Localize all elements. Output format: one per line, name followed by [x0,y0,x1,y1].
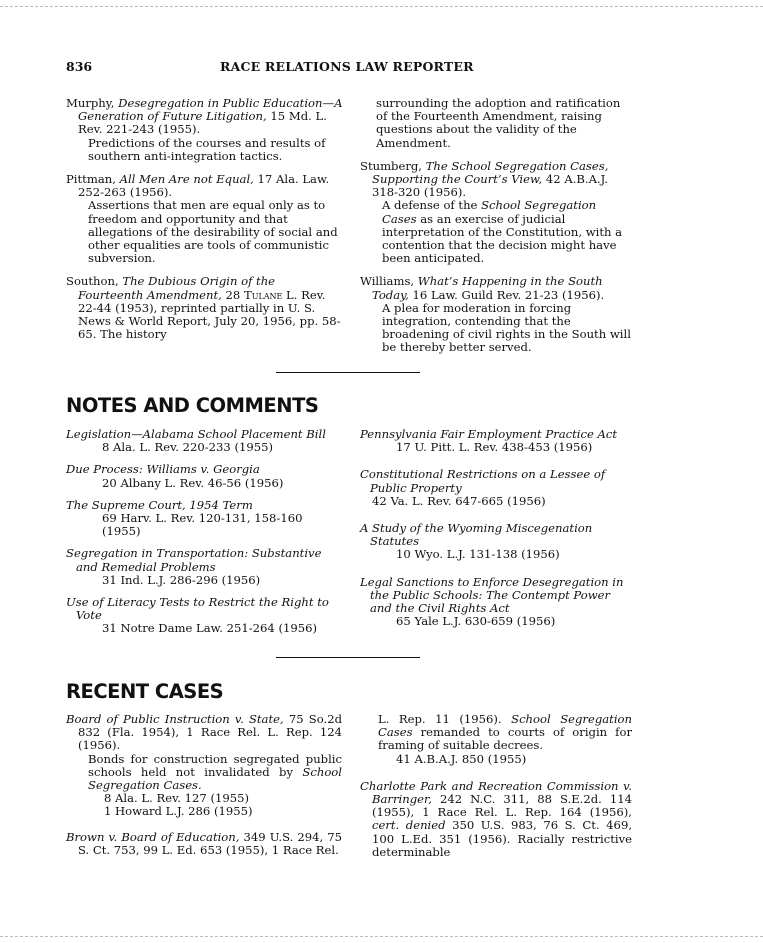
bib-continuation: surrounding the adoption and ratification of the Fourteenth Amendment, raising questions about the validity of the Amendment. [376,96,621,150]
bib-annotation: A plea for moderation in forcing integration, contending that the broadening of civil rights in the South will be thereby better served. [382,300,631,355]
note-item: A Study of the Wyoming Miscegenation Statutes 10 Wyo. L.J. 131-138 (1956) [360,521,593,562]
section-divider [276,657,420,658]
bib-entry-murphy: Murphy, Desegregation in Public Education—A Generation of Future Litigation, 15 Md. L. Rev. 221-243 (1955). Predictions of the courses and results of southern anti-integration tactics. [66,96,343,163]
bottom-scan-edge [0,936,763,937]
top-scan-edge [0,6,763,7]
case-continuation: L. Rep. 11 (1956). School Segregation Cases remanded to courts of origin for framing of suitable decrees. 41 A.B.A.J. 850 (1955) [378,712,632,766]
note-item: Legislation—Alabama School Placement Bill 8 Ala. L. Rev. 220-233 (1955) [66,427,326,455]
note-item: Use of Literacy Tests to Restrict the Right to Vote 31 Notre Dame Law. 251-264 (1956) [66,595,329,636]
bib-entry-southon: Southon, The Dubious Origin of the Fourteenth Amendment, 28 Tulane L. Rev. 22-44 (1953), reprinted partially in U. S. News & World Report, July 20, 1956, pp. 58-65. The history [66,274,341,342]
bib-entry-williams: Williams, What’s Happening in the South Today, 16 Law. Guild Rev. 21-23 (1956). A plea for moderation in forcing integration, contending that the broadening of civil rights in the South will be thereby better served. [360,274,631,355]
note-item: Pennsylvania Fair Employment Practice Act 17 U. Pitt. L. Rev. 438-453 (1956) [360,427,618,455]
notes-left-column [66,428,344,645]
bib-annotation: Assertions that men are equal only as to freedom and opportunity and that allegations of the desirability of social and other equalities are tools of communistic subversion. [88,198,338,266]
note-item: Due Process: Williams v. Georgia 20 Albany L. Rev. 46-56 (1956) [66,462,284,490]
bibliography-right-column [360,97,632,365]
recent-cases-left-column [66,713,342,867]
bibliography-left-column [66,97,344,351]
note-item: Segregation in Transportation: Substantive and Remedial Problems 31 Ind. L.J. 286-296 (1956) [66,546,322,587]
note-item: Legal Sanctions to Enforce Desegregation in the Public Schools: The Contempt Power and the Civil Rights Act 65 Yale L.J. 630-659 (1956) [360,574,624,629]
notes-right-column [360,428,632,637]
note-item: The Supreme Court, 1954 Term 69 Harv. L. Rev. 120-131, 158-160 (1955) [66,497,303,539]
recent-cases-right-column [360,713,632,869]
bib-annotation: A defense of the School Segregation Cases as an exercise of judicial interpretation of the Constitution, with a contention that the decision might have been anticipated. [382,198,623,266]
note-item: Constitutional Restrictions on a Lessee of Public Property 42 Va. L. Rev. 647-665 (1956) [360,467,606,508]
case-entry: Board of Public Instruction v. State, 75 So.2d 832 (Fla. 1954), 1 Race Rel. L. Rep. 124 (1956). Bonds for construction segregated public schools held not invalidated by School Segregation Cases. 8 Ala. L. Rev. 127 (1955) 1 Howard L.J. 286 (1955) [66,712,342,819]
running-title: RACE RELATIONS LAW REPORTER [220,59,474,74]
case-entry: Charlotte Park and Recreation Commission v. Barringer, 242 N.C. 311, 88 S.E.2d. 114 (1955), 1 Race Rel. L. Rep. 164 (1956), cert. denied 350 U.S. 983, 76 S. Ct. 469, 100 L.Ed. 351 (1956). Racially restrictive determinable [360,778,633,859]
section-divider [276,372,420,373]
case-entry: Brown v. Board of Education, 349 U.S. 294, 75 S. Ct. 753, 99 L. Ed. 653 (1955), 1 Race Rel. [66,829,343,857]
notes-comments-heading: NOTES AND COMMENTS [66,394,319,417]
recent-cases-heading: RECENT CASES [66,680,224,703]
bib-annotation: Predictions of the courses and results of southern anti-integration tactics. [88,135,326,163]
page-number: 836 [66,59,93,74]
bib-entry-stumberg: Stumberg, The School Segregation Cases, Supporting the Court’s View, 42 A.B.A.J. 318-320 (1956). A defense of the School Segregation Cases as an exercise of judicial interpretation of the Constitution, with a contention that the decision might have been anticipated. [360,160,632,266]
bib-entry-pittman: Pittman, All Men Are not Equal, 17 Ala. Law. 252-263 (1956). Assertions that men are equal only as to freedom and opportunity and that allegations of the desirability of social and other equalities are tools of communistic subversion. [66,173,344,265]
